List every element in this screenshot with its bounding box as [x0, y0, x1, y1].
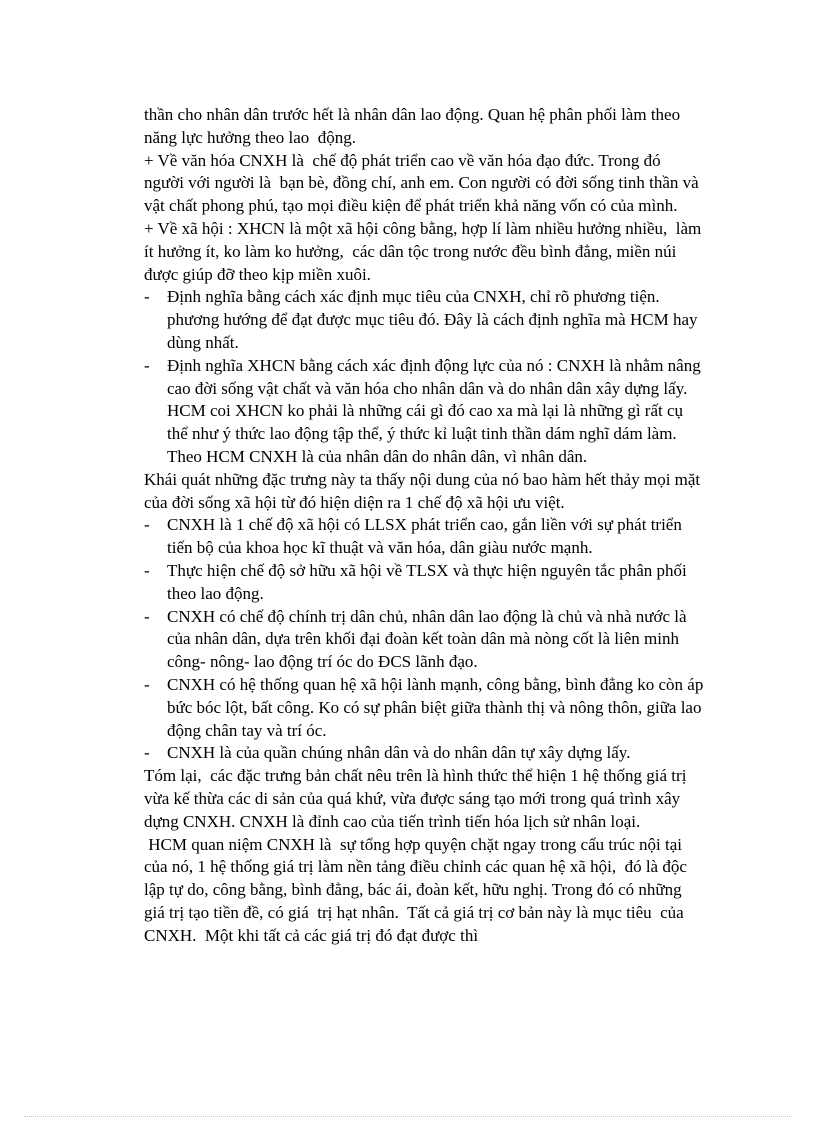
list-item-text: Định nghĩa bằng cách xác định mục tiêu của CNXH, chỉ rõ phương tiện. phương hướng để đạt được mục tiêu đó. Đây là cách định nghĩa mà HCM hay dùng nhất.: [167, 287, 702, 352]
dash-bullet: -: [144, 743, 150, 763]
list-item-text: Thực hiện chế độ sở hữu xã hội về TLSX và thực hiện nguyên tắc phân phối theo lao động.: [167, 560, 692, 603]
dash-bullet: -: [144, 287, 150, 307]
list-item-text: Định nghĩa XHCN bằng cách xác định động lực của nó : CNXH là nhằm nâng cao đời sống vật chất và văn hóa cho nhân dân và do nhân dân xây dựng lấy. HCM coi XHCN ko phải là những cái gì đó cao xa mà lại là những gì rất cụ thể như ý thức lao động tập thể, ý thức kỉ luật tinh thần dám nghĩ dám làm. Theo HCM CNXH là của nhân dân do nhân dân, vì nhân dân.: [167, 355, 705, 466]
paragraph-intro: thần cho nhân dân trước hết là nhân dân lao động. Quan hệ phân phối làm theo năng lực hưởng theo lao động.: [144, 105, 685, 147]
dash-bullet: -: [144, 515, 150, 535]
paragraph-society: + Về xã hội : XHCN là một xã hội công bằng, hợp lí làm nhiều hưởng nhiều, làm ít hưởng ít, ko làm ko hưởng, các dân tộc trong nước đều bình đẳng, miền núi được giúp đỡ theo kịp miền xuôi.: [144, 218, 706, 284]
list-item: [144, 560, 704, 606]
dash-bullet: -: [144, 355, 150, 375]
list-item: [144, 514, 704, 560]
list-item-text: CNXH là của quần chúng nhân dân và do nhân dân tự xây dựng lấy.: [167, 743, 631, 763]
paragraph-hcm-concept: HCM quan niệm CNXH là sự tổng hợp quyện chặt ngay trong cấu trúc nội tại của nó, 1 hệ thống giá trị làm nền tảng điều chỉnh các quan hệ xã hội, đó là độc lập tự do, công bằng, bình đẳng, bác ái, đoàn kết, hữu nghị. Trong đó có những giá trị tạo tiền đề, có giá trị hạt nhân. Tất cả giá trị cơ bản này là mục tiêu của CNXH. Một khi tất cả các giá trị đó đạt được thì: [144, 834, 692, 945]
list-item: [144, 286, 704, 354]
paragraph-conclusion: Tóm lại, các đặc trưng bản chất nêu trên là hình thức thể hiện 1 hệ thống giá trị vừa kế thừa các di sản của quá khứ, vừa được sáng tạo mới trong quá trình xây dựng CNXH. CNXH là đỉnh cao của tiến trình tiến hóa lịch sử nhân loại.: [144, 766, 691, 831]
list-item: [144, 742, 704, 765]
dash-bullet: -: [144, 560, 150, 580]
list-item-text: CNXH có hệ thống quan hệ xã hội lành mạnh, công bằng, bình đẳng ko còn áp bức bóc lột, bất công. Ko có sự phân biệt giữa thành thị và nông thôn, giữa lao động chân tay và trí óc.: [167, 674, 710, 740]
list-item-text: CNXH là 1 chế độ xã hội có LLSX phát triển cao, gắn liền với sự phát triển tiến bộ của khoa học kĩ thuật và văn hóa, dân giàu nước mạnh.: [167, 515, 687, 558]
page-bottom-divider: [24, 1116, 792, 1117]
document-body: [144, 104, 710, 947]
list-item: [144, 674, 710, 742]
dash-bullet: -: [144, 674, 150, 694]
paragraph-culture: + Về văn hóa CNXH là chế độ phát triển cao về văn hóa đạo đức. Trong đó người với người là bạn bè, đồng chí, anh em. Con người có đời sống tinh thần và vật chất phong phú, tạo mọi điều kiện để phát triển khả năng vốn có của mình.: [144, 150, 703, 216]
dash-bullet: -: [144, 606, 150, 626]
paragraph-summary: Khái quát những đặc trưng này ta thấy nội dung của nó bao hàm hết thảy mọi mặt của đời sống xã hội từ đó hiện diện ra 1 chế độ xã hội ưu việt.: [144, 469, 705, 512]
list-item-text: CNXH có chế độ chính trị dân chủ, nhân dân lao động là chủ và nhà nước là của nhân dân, dựa trên khối đại đoàn kết toàn dân mà nòng cốt là liên minh công- nông- lao động trí óc do ĐCS lãnh đạo.: [167, 606, 691, 672]
list-item: [144, 355, 704, 469]
list-item: [144, 606, 704, 674]
